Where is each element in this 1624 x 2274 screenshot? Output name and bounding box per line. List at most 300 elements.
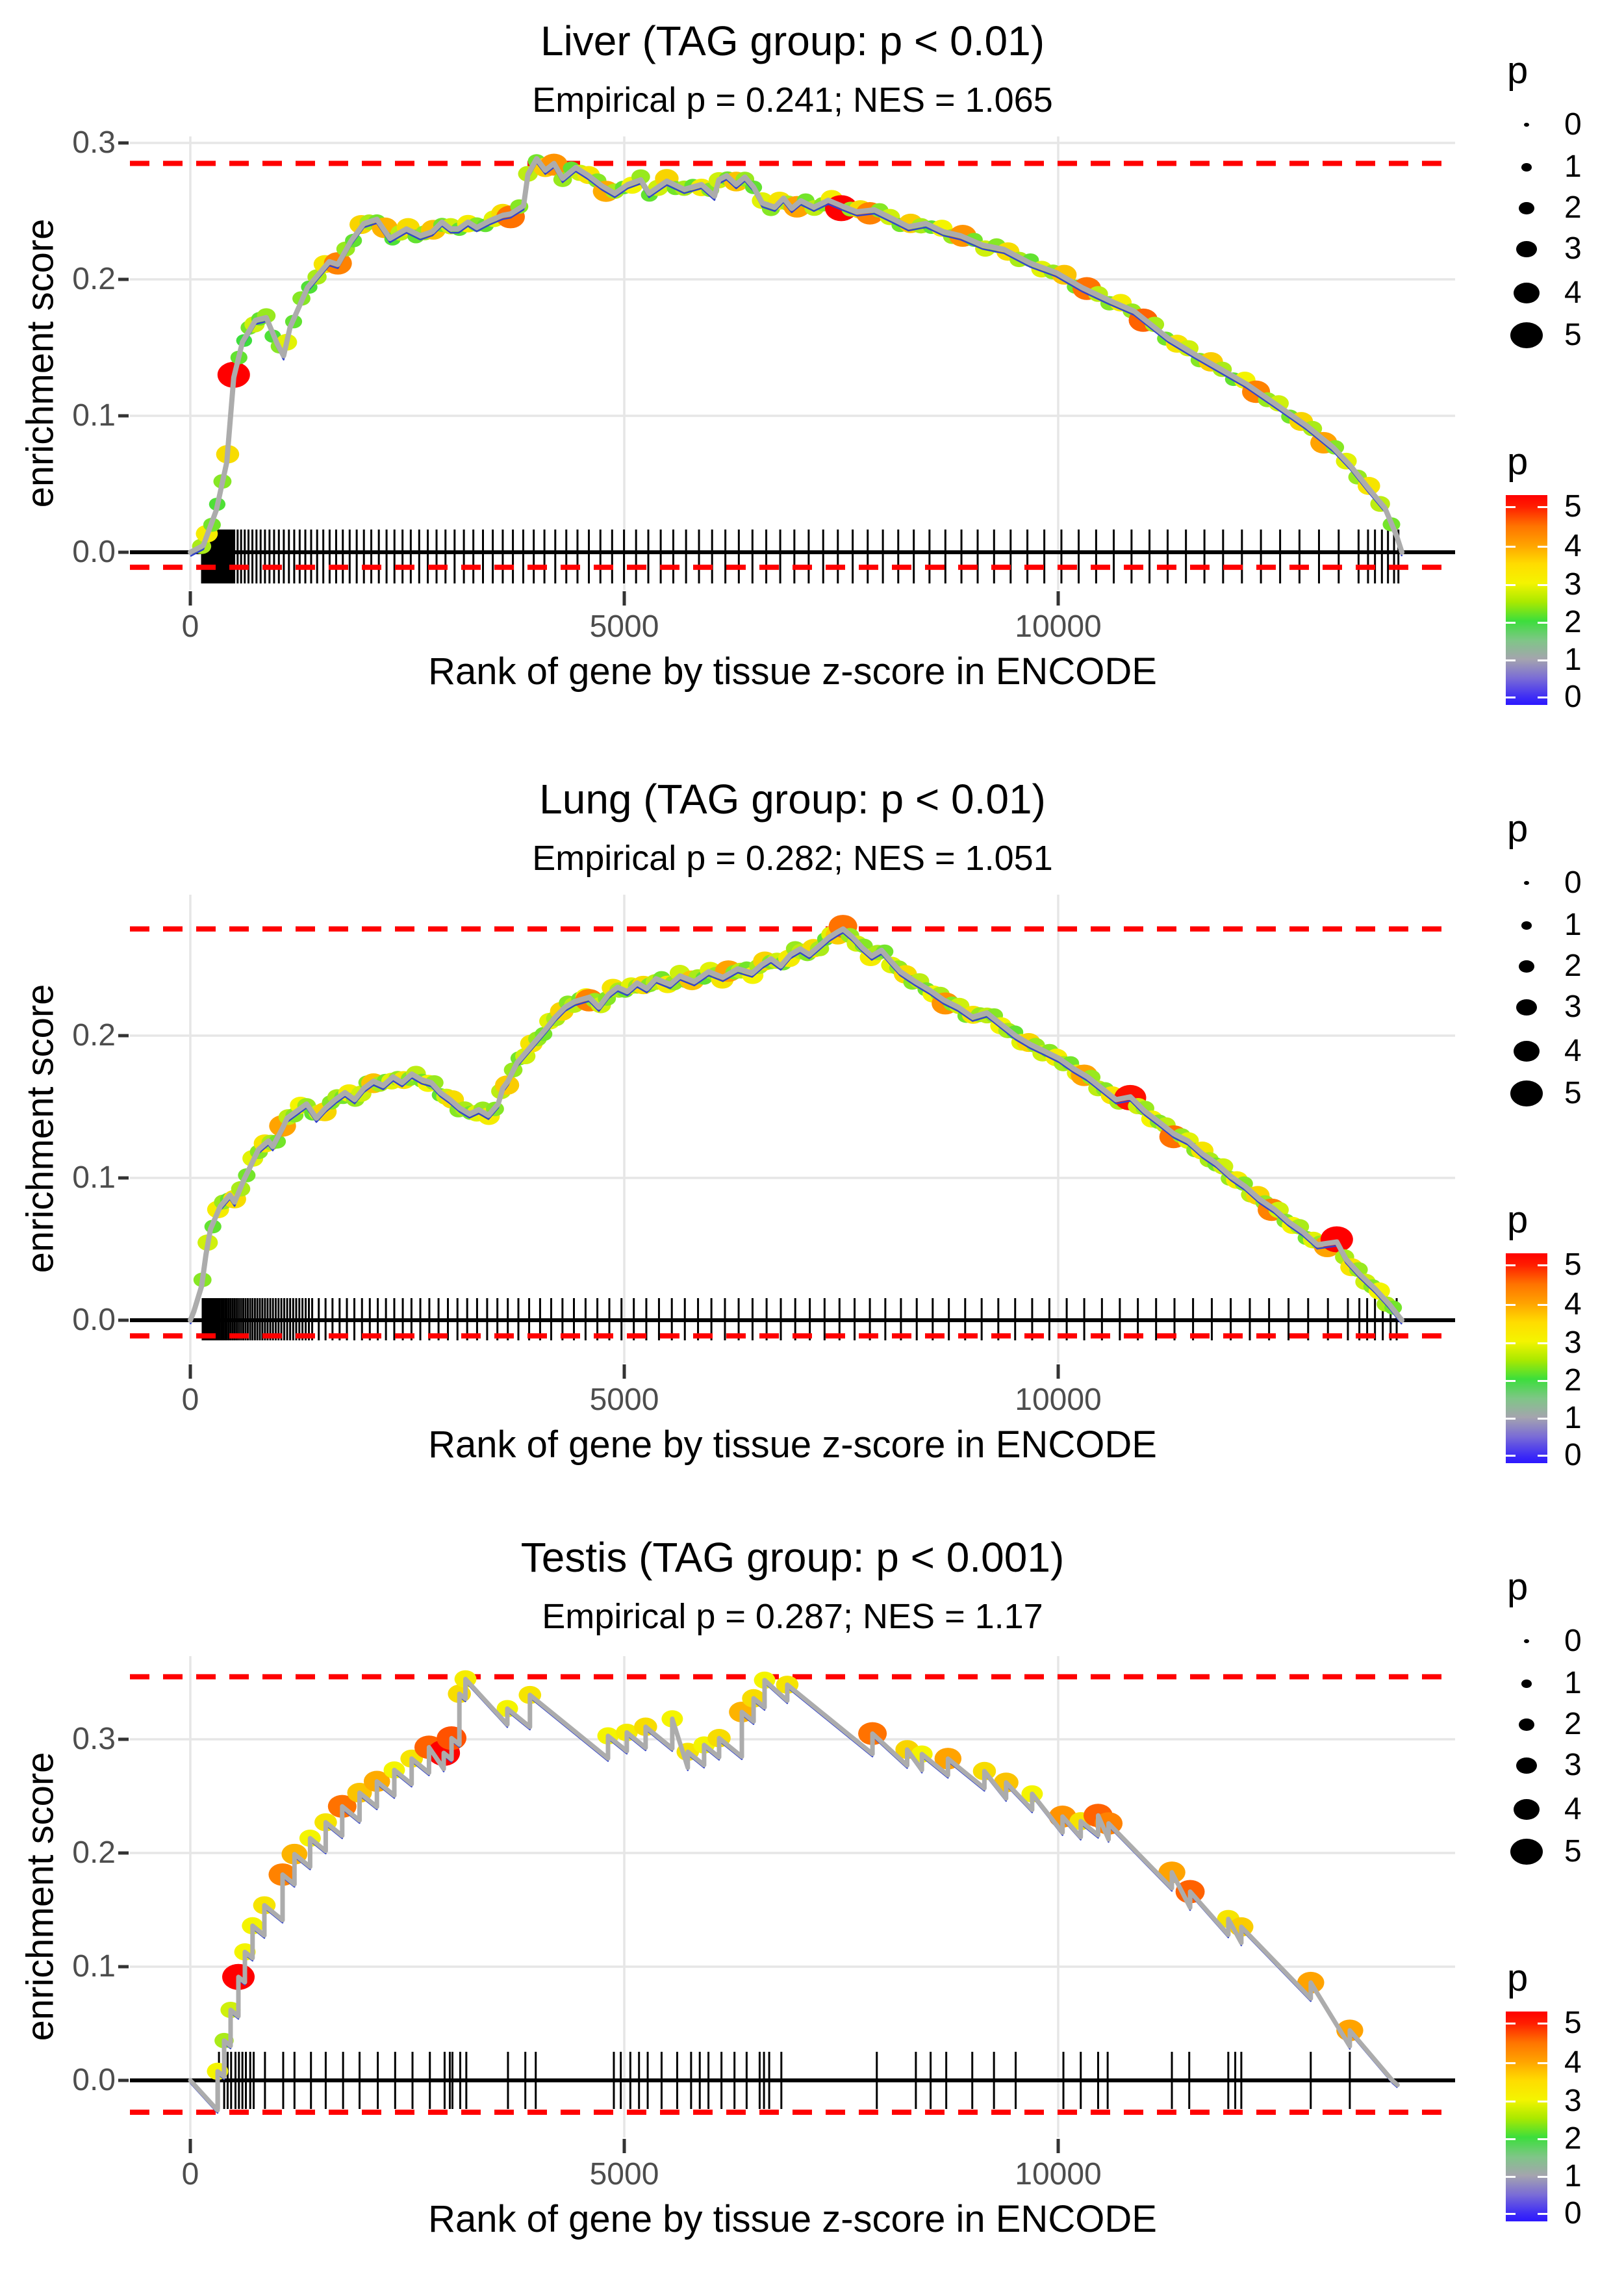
scatter-point	[1082, 1070, 1100, 1085]
scatter-point	[197, 1234, 218, 1251]
y-tick-label: 0.2	[72, 1835, 116, 1870]
scatter-point	[520, 1034, 543, 1053]
colorbar-tick-mark	[1506, 506, 1516, 508]
colorbar-tick-mark	[1538, 2138, 1547, 2140]
scatter-point	[1340, 1258, 1363, 1277]
scatter-point	[268, 1134, 286, 1149]
scatter-point	[677, 973, 695, 988]
scatter-point	[351, 1086, 372, 1102]
scatter-point	[535, 1027, 552, 1041]
scatter-point	[745, 181, 762, 194]
plot-title-testis: Testis (TAG group: p < 0.001)	[520, 1534, 1065, 1581]
scatter-point	[917, 982, 935, 997]
scatter-point	[1141, 1110, 1163, 1127]
x-tick-label: 5000	[589, 1383, 659, 1417]
scatter-point	[457, 215, 479, 233]
scatter-point	[1370, 496, 1389, 511]
scatter-point	[1009, 252, 1029, 268]
scatter-point	[518, 1686, 541, 1704]
y-tick-label: 0.2	[72, 1018, 116, 1053]
scatter-point	[1021, 1785, 1043, 1802]
scatter-point	[1061, 1056, 1079, 1071]
scatter-point	[236, 334, 253, 347]
scatter-point	[269, 1115, 296, 1136]
scatter-point	[222, 1964, 255, 1990]
scatter-point	[359, 214, 379, 230]
scatter-point	[268, 1863, 296, 1886]
size-legend-dot	[1514, 1041, 1540, 1062]
scatter-point	[223, 1190, 246, 1208]
scatter-point	[1269, 1202, 1289, 1218]
size-legend-label: 0	[1564, 107, 1582, 142]
x-axis-title-testis: Rank of gene by tissue z-score in ENCODE	[428, 2198, 1157, 2240]
scatter-point	[345, 234, 362, 248]
scatter-point	[1310, 432, 1337, 454]
scatter-point	[696, 971, 713, 985]
scatter-point	[817, 932, 834, 946]
scatter-point	[684, 179, 701, 192]
colorbar-tick-mark	[1538, 1342, 1547, 1344]
color-legend-label: 3	[1564, 2084, 1582, 2118]
scatter-point	[575, 989, 603, 1012]
scatter-point	[1191, 353, 1209, 367]
scatter-point	[1313, 1236, 1341, 1257]
x-axis-title-liver: Rank of gene by tissue z-score in ENCODE	[428, 650, 1157, 693]
scatter-point	[778, 949, 800, 967]
colorbar-tick-mark	[1506, 622, 1516, 624]
scatter-point	[987, 238, 1006, 253]
scatter-point	[810, 941, 830, 956]
scatter-point	[1128, 1098, 1148, 1114]
scatter-point	[540, 154, 568, 176]
scatter-point	[285, 1108, 303, 1122]
scatter-point	[935, 1748, 962, 1769]
scatter-point	[504, 1062, 523, 1077]
x-tick-label: 0	[181, 2157, 199, 2191]
colorbar-tick-mark	[1506, 2062, 1516, 2064]
scatter-point	[876, 945, 893, 959]
scatter-point	[528, 154, 546, 168]
scatter-point	[1110, 294, 1132, 311]
colorbar-tick-mark	[1506, 1342, 1516, 1344]
colorbar-tick-mark	[1538, 696, 1547, 698]
scatter-point	[539, 1013, 560, 1030]
scatter-point	[1217, 1910, 1240, 1928]
colorbar-tick-mark	[1538, 584, 1547, 586]
scatter-point	[400, 1750, 423, 1768]
size-legend-label: 0	[1564, 865, 1582, 900]
scatter-point	[802, 939, 825, 957]
scatter-point	[841, 201, 860, 216]
scatter-point	[904, 975, 922, 990]
colorbar-tick-mark	[1538, 659, 1547, 661]
scatter-point	[598, 991, 616, 1006]
scatter-point	[338, 1084, 361, 1102]
scatter-point	[1052, 265, 1076, 285]
scatter-point	[932, 992, 959, 1014]
scatter-point	[1032, 1045, 1052, 1062]
scatter-point	[846, 936, 867, 952]
colorbar-tick-mark	[1506, 1455, 1516, 1457]
scatter-point	[791, 943, 811, 959]
scatter-point	[931, 987, 950, 1003]
y-axis-title-liver: enrichment score	[19, 218, 62, 508]
scatter-point	[214, 1195, 233, 1210]
scatter-point	[891, 218, 909, 233]
plot-subtitle-liver: Empirical p = 0.241; NES = 1.065	[532, 81, 1053, 120]
scatter-point	[622, 177, 643, 194]
scatter-point	[1303, 1232, 1324, 1249]
scatter-point	[477, 218, 494, 232]
scatter-point	[977, 1008, 996, 1023]
x-tick-label: 10000	[1015, 1383, 1102, 1417]
plot-subtitle-lung: Empirical p = 0.282; NES = 1.051	[532, 839, 1053, 878]
scatter-point	[653, 971, 670, 986]
scatter-point	[868, 945, 887, 960]
scatter-point	[689, 969, 708, 985]
size-legend-label: 2	[1564, 190, 1582, 225]
scatter-point	[602, 978, 624, 997]
scatter-point	[1336, 453, 1356, 470]
scatter-point	[590, 997, 611, 1013]
scatter-point	[271, 339, 289, 353]
size-legend-title: p	[1507, 1566, 1529, 1608]
colorbar-tick-mark	[1506, 584, 1516, 586]
scatter-point	[381, 1073, 402, 1090]
scatter-point	[858, 1722, 887, 1745]
colorbar-tick-mark	[1538, 2213, 1547, 2215]
scatter-point	[406, 1066, 425, 1081]
y-tick-label: 0.0	[72, 1303, 116, 1337]
scatter-point	[971, 1007, 989, 1022]
scatter-point	[491, 1083, 511, 1099]
scatter-point	[797, 194, 815, 208]
size-legend-dot	[1521, 921, 1532, 930]
scatter-point	[1067, 1064, 1087, 1081]
scatter-point	[496, 205, 525, 228]
scatter-point	[359, 1075, 377, 1090]
scatter-point	[701, 183, 719, 197]
scatter-point	[495, 1075, 519, 1095]
colorbar-tick-mark	[1538, 1455, 1547, 1457]
scatter-point	[390, 225, 410, 240]
scatter-point	[676, 1743, 699, 1761]
x-tick-label: 10000	[1015, 2157, 1102, 2191]
scatter-point	[309, 1105, 329, 1121]
scatter-point	[484, 211, 505, 227]
size-legend-dot	[1519, 202, 1534, 214]
scatter-point	[383, 1761, 405, 1778]
y-tick-label: 0.0	[72, 535, 116, 569]
scatter-point	[821, 926, 842, 943]
color-legend-title: p	[1507, 1957, 1529, 1999]
scatter-point	[401, 1071, 419, 1086]
size-legend-label: 1	[1564, 908, 1582, 942]
scatter-point	[1117, 1088, 1135, 1102]
scatter-point	[205, 1220, 222, 1233]
scatter-point	[1071, 1064, 1098, 1086]
scatter-point	[486, 1102, 504, 1116]
scatter-point	[1150, 1114, 1168, 1129]
scatter-point	[1258, 392, 1277, 407]
scatter-point	[462, 1106, 479, 1120]
size-legend-label: 5	[1564, 1834, 1582, 1869]
scatter-point	[1326, 440, 1344, 454]
scatter-point	[364, 1770, 390, 1792]
scatter-point	[880, 209, 900, 225]
scatter-point	[657, 976, 679, 993]
x-tick-label: 10000	[1015, 609, 1102, 644]
scatter-point	[250, 1145, 268, 1159]
scatter-point	[735, 172, 754, 186]
scatter-point	[593, 181, 620, 202]
scatter-point	[742, 1689, 765, 1707]
scatter-point	[432, 1088, 449, 1102]
size-legend-dot	[1510, 322, 1543, 348]
scatter-point	[973, 1762, 996, 1780]
scatter-point	[550, 1002, 574, 1021]
color-legend-label: 1	[1564, 643, 1582, 677]
scatter-point	[768, 192, 791, 210]
colorbar-tick-mark	[1538, 2062, 1547, 2064]
size-legend-dot	[1524, 1639, 1529, 1643]
scatter-point	[990, 1017, 1011, 1034]
scatter-point	[641, 978, 659, 992]
size-legend-title: p	[1507, 808, 1529, 850]
scatter-point	[1110, 1094, 1129, 1110]
scatter-point	[1069, 1812, 1092, 1830]
scatter-point	[285, 314, 302, 328]
scatter-point	[1355, 1273, 1375, 1290]
colorbar-tick-mark	[1506, 696, 1516, 698]
size-legend-label: 4	[1564, 275, 1582, 310]
scatter-point	[196, 525, 218, 543]
scatter-point	[994, 1772, 1019, 1792]
scatter-point	[242, 1150, 263, 1167]
scatter-point	[324, 252, 352, 275]
scatter-point	[1303, 421, 1323, 437]
scatter-point	[1123, 303, 1141, 318]
size-legend-dot	[1521, 163, 1532, 172]
scatter-point	[922, 986, 944, 1003]
scatter-point	[528, 1031, 547, 1046]
scatter-point	[598, 1728, 619, 1744]
size-legend-label: 5	[1564, 318, 1582, 352]
y-tick-label: 0.0	[72, 2063, 116, 2097]
scatter-point	[418, 1075, 439, 1092]
scatter-point	[1369, 1283, 1390, 1299]
scatter-point	[881, 956, 902, 973]
scatter-point	[468, 217, 486, 231]
scatter-point	[571, 991, 589, 1006]
y-tick-label: 0.3	[72, 125, 116, 160]
scatter-point	[307, 269, 327, 285]
scatter-point	[328, 1795, 357, 1818]
scatter-point	[392, 1071, 415, 1089]
scatter-point	[292, 291, 311, 305]
scatter-point	[314, 1813, 337, 1832]
scatter-point	[738, 962, 755, 976]
scatter-point	[1349, 1262, 1368, 1277]
size-legend-dot	[1514, 1799, 1540, 1820]
scatter-point	[254, 1134, 277, 1153]
scatter-point	[1054, 1056, 1073, 1071]
scatter-point	[1258, 1199, 1286, 1221]
scatter-point	[1178, 1132, 1199, 1149]
size-legend-label: 3	[1564, 990, 1582, 1024]
scatter-point	[889, 960, 908, 975]
scatter-point	[192, 539, 212, 554]
scatter-point	[1311, 1236, 1330, 1251]
colorbar-tick-mark	[1506, 2023, 1516, 2025]
scatter-point	[385, 233, 401, 246]
scatter-point	[726, 965, 744, 979]
scatter-point	[1349, 470, 1367, 485]
size-legend-label: 3	[1564, 1748, 1582, 1782]
x-tick-label: 5000	[589, 2157, 659, 2191]
scatter-point	[1213, 1158, 1233, 1175]
scatter-point	[214, 2033, 234, 2049]
scatter-point	[1276, 1214, 1295, 1228]
scatter-point	[814, 197, 832, 211]
color-legend-label: 0	[1564, 2196, 1582, 2230]
color-legend-label: 5	[1564, 2006, 1582, 2040]
size-legend-label: 0	[1564, 1624, 1582, 1658]
scatter-point	[235, 1943, 256, 1960]
scatter-point	[825, 195, 857, 221]
scatter-point	[1321, 1227, 1353, 1253]
scatter-point	[1096, 1082, 1114, 1097]
scatter-point	[1100, 1086, 1123, 1105]
scatter-point	[1011, 1034, 1032, 1051]
color-legend-title: p	[1507, 441, 1529, 483]
colorbar-tick-mark	[1506, 2101, 1516, 2102]
scatter-point	[1335, 1249, 1354, 1265]
scatter-point	[1186, 1143, 1204, 1157]
scatter-point	[440, 218, 461, 235]
scatter-point	[616, 1724, 638, 1741]
scatter-point	[251, 312, 268, 326]
scatter-point	[820, 190, 843, 207]
size-legend-dot	[1510, 1839, 1543, 1865]
scatter-point	[646, 974, 665, 990]
scatter-point	[621, 977, 642, 994]
y-axis-title-lung: enrichment score	[19, 984, 62, 1273]
scatter-point	[804, 200, 824, 216]
x-tick-label: 0	[181, 1383, 199, 1417]
scatter-point	[931, 220, 952, 236]
scatter-point	[218, 362, 250, 388]
scatter-point	[1191, 1142, 1213, 1160]
scatter-point	[958, 1009, 975, 1023]
size-legend-dot	[1524, 881, 1529, 885]
scatter-point	[1282, 1217, 1303, 1234]
scatter-point	[962, 1006, 985, 1024]
scatter-point	[510, 199, 528, 214]
scatter-point	[576, 988, 597, 1005]
scatter-point	[1226, 1171, 1248, 1189]
scatter-point	[718, 172, 736, 186]
scatter-point	[372, 218, 398, 238]
colorbar-tick-mark	[1506, 546, 1516, 548]
y-axis-title-testis: enrichment score	[19, 1752, 62, 2041]
scatter-point	[238, 1168, 255, 1182]
color-legend-label: 1	[1564, 1401, 1582, 1435]
scatter-point	[670, 965, 690, 981]
color-legend-gradient-bar	[1506, 495, 1547, 705]
scatter-point	[1160, 1125, 1188, 1148]
scatter-point	[965, 233, 983, 247]
scatter-point	[996, 242, 1020, 261]
scatter-point	[753, 952, 776, 971]
scatter-point	[314, 255, 336, 274]
y-tick-label: 0.2	[72, 262, 116, 296]
scatter-point	[203, 518, 221, 532]
scatter-point	[279, 1109, 298, 1125]
size-legend-label: 4	[1564, 1034, 1582, 1068]
enrichment-curve	[190, 1679, 1397, 2110]
color-legend-label: 2	[1564, 605, 1582, 639]
color-legend-label: 4	[1564, 1287, 1582, 1322]
scatter-point	[1281, 409, 1299, 424]
size-legend-dot	[1516, 241, 1536, 257]
x-axis-title-lung: Rank of gene by tissue z-score in ENCODE	[428, 1424, 1157, 1466]
colorbar-tick-mark	[1538, 1380, 1547, 1382]
scatter-point	[870, 203, 889, 218]
scatter-point	[304, 1107, 321, 1121]
colorbar-tick-mark	[1538, 2101, 1547, 2102]
size-legend-label: 1	[1564, 149, 1582, 184]
scatter-point	[1022, 253, 1039, 267]
scatter-point	[1256, 1195, 1275, 1210]
scatter-point	[563, 162, 579, 175]
y-tick-label: 0.1	[72, 398, 116, 433]
scatter-point	[299, 1830, 321, 1846]
scatter-point	[1221, 1171, 1239, 1186]
scatter-point	[707, 967, 726, 982]
scatter-point	[895, 1740, 919, 1759]
scatter-point	[1136, 1101, 1154, 1116]
scatter-point	[1049, 1806, 1076, 1828]
scatter-point	[425, 1075, 444, 1090]
scatter-point	[213, 474, 231, 489]
y-tick-label: 0.1	[72, 1160, 116, 1195]
scatter-point	[634, 1718, 657, 1736]
scatter-point	[433, 218, 451, 232]
y-tick-label: 0.3	[72, 1722, 116, 1756]
scatter-point	[762, 201, 780, 216]
color-legend-label: 0	[1564, 680, 1582, 714]
scatter-point	[691, 179, 713, 196]
scatter-point	[474, 1101, 492, 1116]
colorbar-tick-mark	[1506, 2176, 1516, 2178]
scatter-point	[923, 220, 940, 234]
scatter-point	[767, 952, 787, 969]
color-legend-gradient-bar	[1506, 2012, 1547, 2221]
scatter-point	[1225, 372, 1242, 386]
size-legend-dot	[1519, 1718, 1534, 1731]
scatter-point	[1041, 1044, 1059, 1058]
scatter-point	[715, 960, 742, 982]
scatter-point	[711, 971, 734, 989]
scatter-point	[349, 215, 373, 234]
scatter-point	[346, 1092, 364, 1107]
scatter-point	[909, 973, 929, 989]
scatter-point	[407, 230, 424, 244]
scatter-point	[313, 1103, 336, 1121]
scatter-point	[1100, 296, 1119, 311]
color-legend-label: 3	[1564, 567, 1582, 602]
